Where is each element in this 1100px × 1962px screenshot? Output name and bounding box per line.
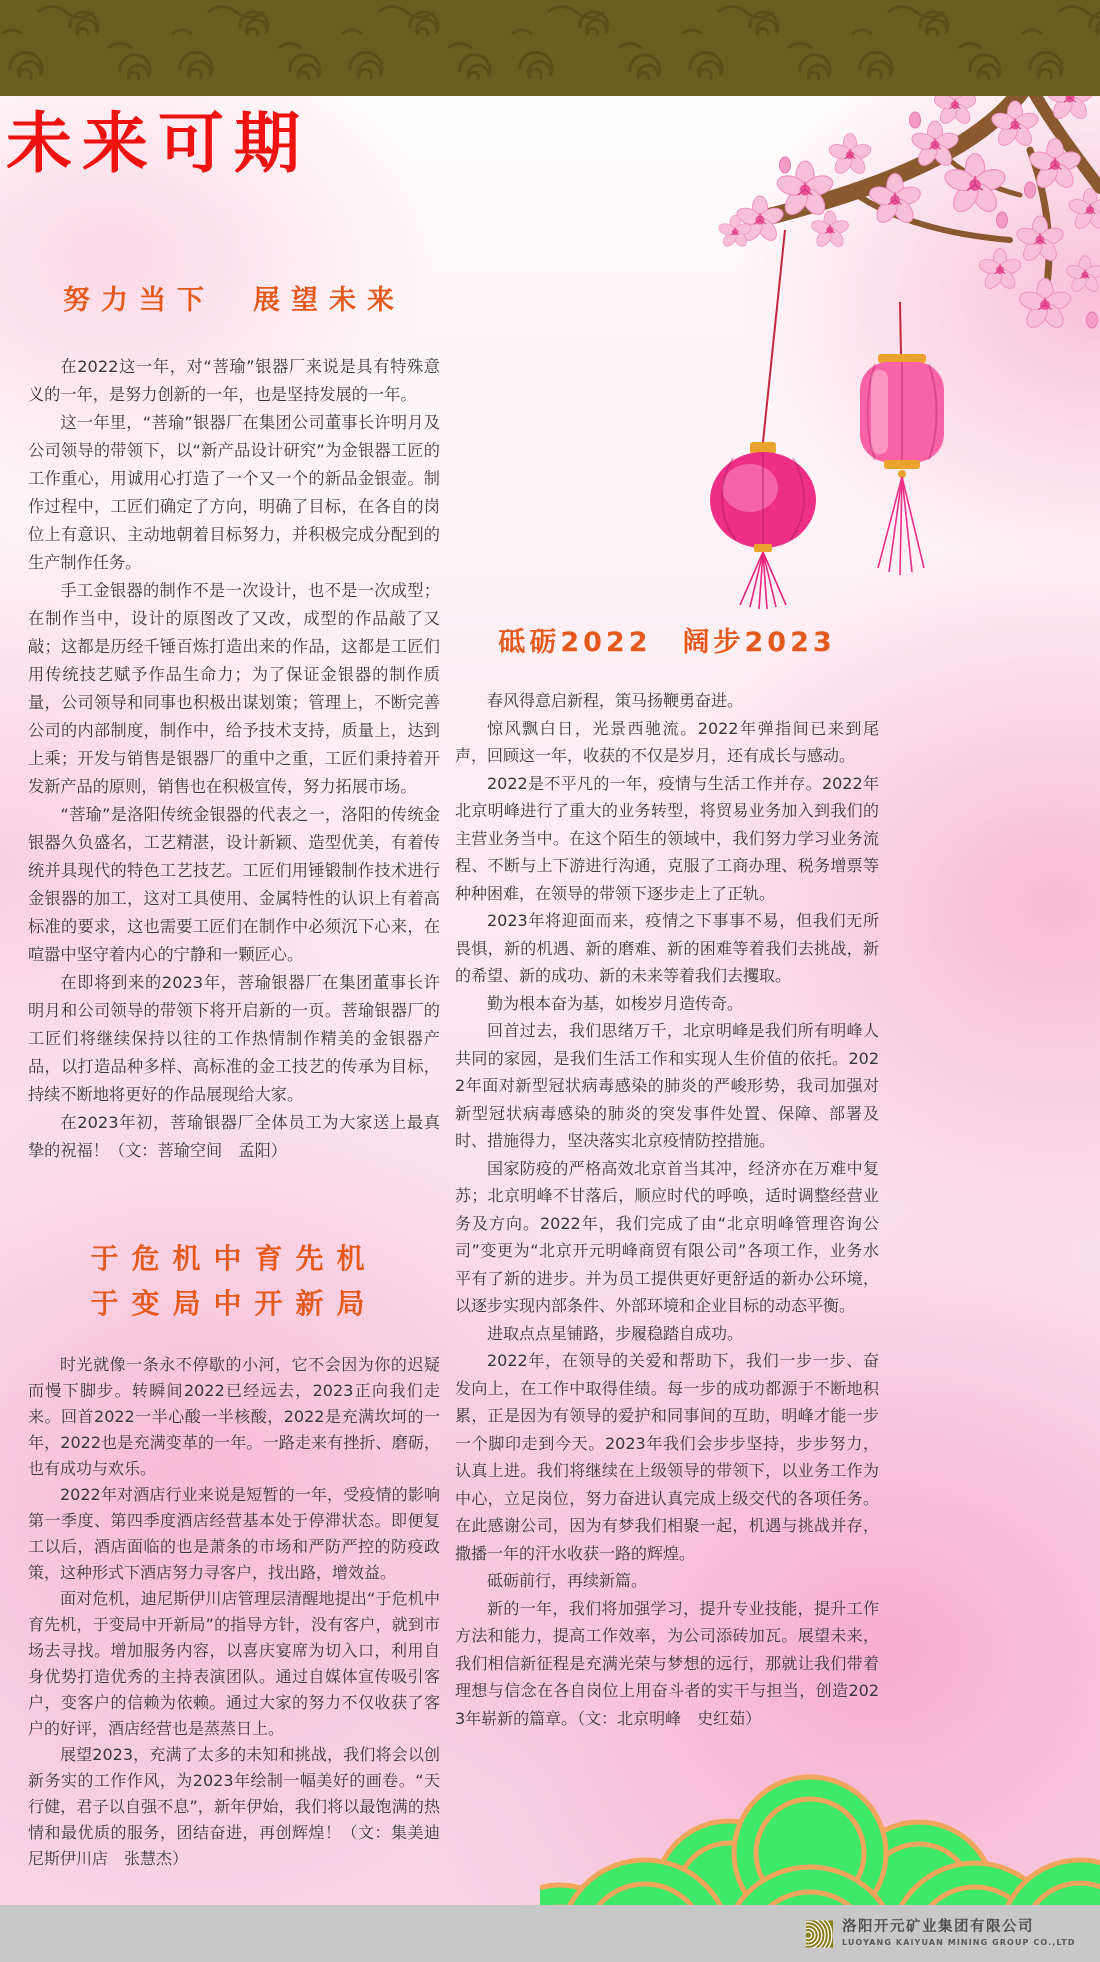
- cylinder-lantern-icon: [860, 354, 944, 575]
- company-name-en: LUOYANG KAIYUAN MINING GROUP CO.,LTD: [842, 1938, 1076, 1947]
- paragraph: 2022年，在领导的关爱和帮助下，我们一步一步、奋发向上，在工作中取得佳绩。每一步的成功都源于不断地积累，正是因为有领导的爱护和同事间的互助，明峰才能一步一个脚印走到今天。2023年我们会步步坚持，步步努力，认真上进。我们将继续在上级领导的带领下，以业务工作为中心，立足岗位，努力奋进认真完成上级交代的各项任务。在此感谢公司，因为有梦我们相聚一起，机遇与挑战并存，撒播一年的汗水收获一路的辉煌。: [455, 1351, 879, 1563]
- paragraph: “菩瑜”是洛阳传统金银器的代表之一，洛阳的传统金银器久负盛名，工艺精湛，设计新颖、造型优美，有着传统并具现代的特色工艺技艺。工匠们用锤锻制作技术进行金银器的加工，这对工具使用、金属特性的认识上有着高标准的要求，这也需要工匠们在制作中必须沉下心来，在喧嚣中坚守着内心的宁静和一颗匠心。: [28, 805, 440, 964]
- article-3-heading-line1: 于危机中育先机: [90, 1242, 378, 1275]
- page-title: 未来可期: [6, 105, 310, 182]
- article-forge-ahead: [455, 620, 879, 1732]
- article-crisis-opportunity: [28, 1236, 440, 1872]
- article-1-heading: 努力当下 展望未来: [63, 285, 405, 316]
- paragraph: 2022是不平凡的一年，疫情与生活工作并存。2022年北京明峰进行了重大的业务转型，将贸易业务加入到我们的主营业务当中。在这个陌生的领域中，我们努力学习业务流程、不断与上下游进行沟通，克服了工商办理、税务增票等种种困难，在领导的带领下逐步走上了正轨。: [455, 773, 879, 903]
- paragraph: 面对危机，迪尼斯伊川店管理层清醒地提出“于危机中育先机，于变局中开新局”的指导方针，没有客户，就到市场去寻找。增加服务内容，以喜庆宴席为切入口，利用自身优势打造优秀的主持表演团队。通过自媒体宣传吸引客户，变客户的信赖为依赖。通过大家的努力不仅收获了客户的好评，酒店经营也是蒸蒸日上。: [28, 1589, 440, 1738]
- paragraph: 惊风飘白日，光景西驰流。2022年弹指间已来到尾声，回顾这一年，收获的不仅是岁月，还有成长与感动。: [455, 718, 879, 765]
- company-name-cn: 洛阳开元矿业集团有限公司: [842, 1919, 1034, 1935]
- footer-brand: [806, 1919, 1076, 1948]
- paragraph: 回首过去，我们思绪万千，北京明峰是我们所有明峰人共同的家园，是我们生活工作和实现人生价值的依托。2022年面对新型冠状病毒感染的肺炎的严峻形势，我司加强对新型冠状病毒感染的肺炎的突发事件处置、保障、部署及时、措施得力，坚决落实北京疫情防控措施。: [455, 1021, 879, 1150]
- company-logo-icon: [806, 1920, 833, 1948]
- footer-text: [842, 1919, 1076, 1948]
- cherry-blossom-branch: [700, 70, 1100, 610]
- cloud-pattern-icon: [0, 0, 1100, 96]
- paragraph: 在即将到来的2023年，菩瑜银器厂在集团董事长许明月和公司领导的带领下将开启新的一页。菩瑜银器厂的工匠们将继续保持以往的工作热情制作精美的金银器产品，以打造品种多样、高标准的金工技艺的传承为目标，持续不断地将更好的作品展现给大家。: [28, 973, 440, 1104]
- paragraph: 时光就像一条永不停歇的小河，它不会因为你的迟疑而慢下脚步。转瞬间2022已经远去，2023正向我们走来。回首2022一半心酸一半核酸，2022是充满坎坷的一年，2022也是充满变革的一年。一路走来有挫折、磨砺，也有成功与欢乐。: [28, 1355, 440, 1478]
- round-lantern-icon: [710, 442, 816, 609]
- paragraph: 勤为根本奋为基，如梭岁月造传奇。: [487, 993, 744, 1013]
- paragraph: 春风得意启新程，策马扬鞭勇奋进。: [487, 691, 744, 710]
- paragraph: 进取点点星铺路，步履稳踏自成功。: [487, 1323, 744, 1343]
- article-3-heading: [28, 1236, 440, 1326]
- paragraph: 这一年里，“菩瑜”银器厂在集团公司董事长许明月及公司领导的带领下，以“新产品设计研究”为金银器工匠的工作重心，用诚用心打造了一个又一个的新品金银壶。制作过程中，工匠们确定了方向，明确了目标，在各自的岗位上有意识、主动地朝着目标努力，并积极完成分配到的生产制作任务。: [28, 413, 440, 572]
- paragraph: 2022年对酒店行业来说是短暂的一年，受疫情的影响第一季度、第四季度酒店经营基本处于停滞状态。即便复工以后，酒店面临的也是萧条的市场和严防严控的防疫政策，这种形式下酒店努力寻客户，找出路，增效益。: [28, 1485, 440, 1582]
- paragraph: 手工金银器的制作不是一次设计，也不是一次成型；在制作当中，设计的原图改了又改，成型的作品敲了又敲；这都是历经千锤百炼打造出来的作品，这都是工匠们用传统技艺赋予作品生命力；为了保证金银器的制作质量，公司领导和同事也积极出谋划策；管理上，不断完善公司的内部制度，制作中，给予技术支持，质量上，达到上乘；开发与销售是银器厂的重中之重，工匠们秉持着开发新产品的原则，销售也在积极宣传，努力拓展市场。: [28, 581, 440, 796]
- paragraph: 砥砺前行，再续新篇。: [487, 1571, 648, 1590]
- paragraph: 新的一年，我们将加强学习，提升专业技能，提升工作方法和能力，提高工作效率，为公司添砖加瓦。展望未来，我们相信新征程是充满光荣与梦想的远行，那就让我们带着理想与信念在各自岗位上用奋斗者的实干与担当，创造2023年崭新的篇章。（文：北京明峰 史红茹）: [455, 1598, 879, 1728]
- article-3-heading-line2: 于变局中开新局: [90, 1287, 378, 1320]
- paragraph: 在2022这一年，对“菩瑜”银器厂来说是具有特殊意义的一年，是努力创新的一年，也是坚持发展的一年。: [28, 357, 440, 404]
- footer: [0, 1905, 1100, 1962]
- green-scallop-decoration: [540, 1770, 1100, 1910]
- article-effort-today: [28, 278, 440, 1165]
- paragraph: 国家防疫的严格高效北京首当其冲，经济亦在万难中复苏；北京明峰不甘落后，顺应时代的呼唤，适时调整经营业务及方向。2022年，我们完成了由“北京明峰管理咨询公司”变更为“北京开元明峰商贸有限公司”各项工作，业务水平有了新的进步。并为员工提供更好更舒适的新办公环境，以逐步实现内部条件、外部环境和企业目标的动态平衡。: [455, 1158, 879, 1315]
- article-2-heading: 砥砺2022 阔步2023: [498, 627, 836, 658]
- paragraph: 在2023年初，菩瑜银器厂全体员工为大家送上最真挚的祝福！（文：菩瑜空间 孟阳）: [28, 1113, 440, 1160]
- cloud-pattern-band: [0, 0, 1100, 96]
- scallop-mound: [540, 1860, 1100, 1910]
- paragraph: 2023年将迎面而来，疫情之下事事不易，但我们无所畏惧，新的机遇、新的磨难、新的困难等着我们去挑战，新的希望、新的成功、新的未来等着我们去攫取。: [455, 911, 879, 985]
- paragraph: 展望2023，充满了太多的未知和挑战，我们将会以创新务实的工作作风，为2023年绘制一幅美好的画卷。“天行健，君子以自强不息”，新年伊始，我们将以最饱满的热情和最优质的服务，团结奋进，再创辉煌！（文：集美迪尼斯伊川店 张慧杰）: [28, 1745, 440, 1868]
